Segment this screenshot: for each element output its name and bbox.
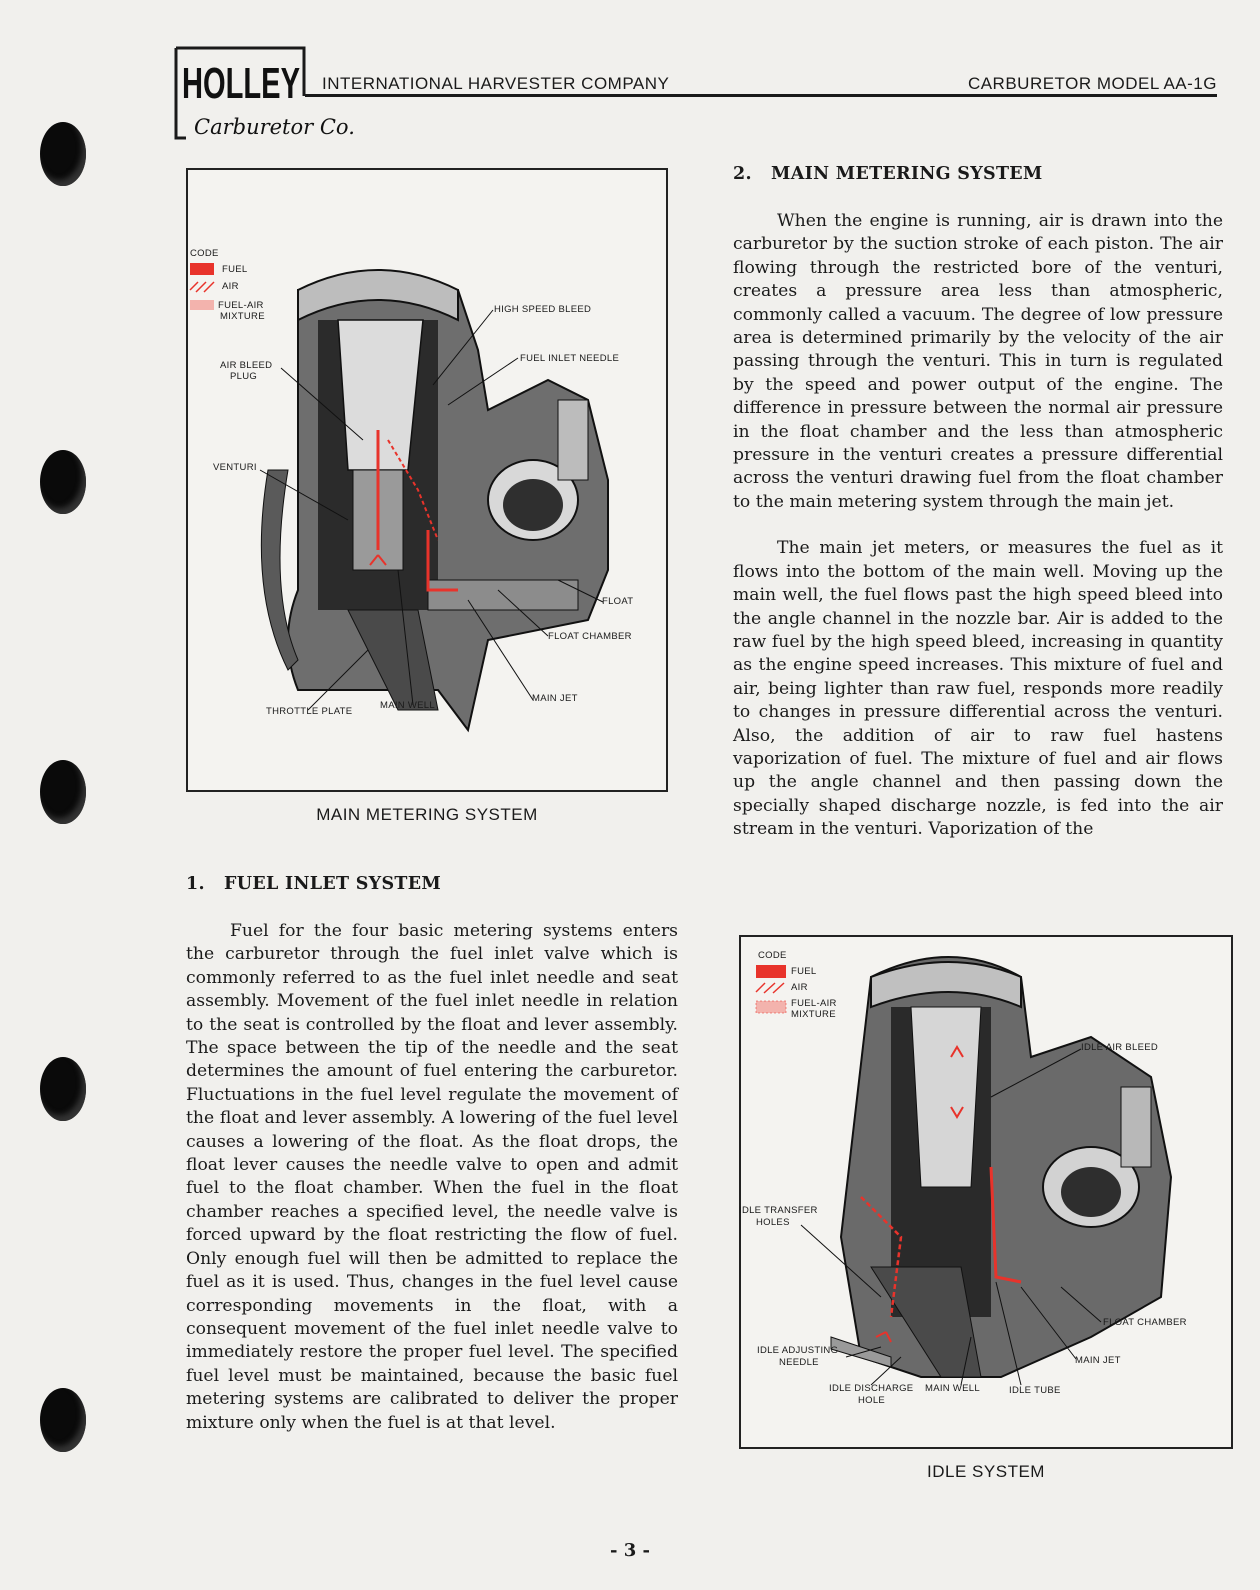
main-metering-figure bbox=[186, 168, 668, 792]
binder-hole-2 bbox=[40, 450, 86, 514]
label-high-speed-bleed: HIGH SPEED BLEED bbox=[494, 304, 592, 315]
label-idle-air-bleed: IDLE AIR BLEED bbox=[1081, 1042, 1159, 1053]
label-idle-discharge-hole-2: HOLE bbox=[858, 1395, 886, 1406]
legend2-fuel-label: FUEL bbox=[791, 966, 817, 977]
label-idle-adjusting-needle: IDLE ADJUSTING bbox=[757, 1345, 839, 1356]
section1-heading: 1. FUEL INLET SYSTEM bbox=[186, 874, 442, 894]
label-float-chamber: FLOAT CHAMBER bbox=[548, 631, 632, 642]
carburetor-model: CARBURETOR MODEL AA-1G bbox=[967, 74, 1217, 93]
figure1-caption: MAIN METERING SYSTEM bbox=[316, 805, 538, 824]
section2-paragraph-1: When the engine is running, air is drawn into the carburetor by the suction stroke of each piston. The air flowing through the restricted bore of the venturi, creates a pressure area less than atmospheric, commonly called a vacuum. The degree of low pressure area is determined primarily by the velocity of the air passing through the venturi. This in turn is regulated by the speed and power output of the engine. The difference in pressure between the normal air pressure in the float chamber and the less than atmospheric pressure in the venturi creates a pressure differential across the venturi drawing fuel from the float chamber to the main metering system through the main jet. bbox=[733, 211, 1223, 512]
legend-code-label: CODE bbox=[190, 248, 219, 259]
svg-text:Carburetor Co.: Carburetor Co. bbox=[194, 115, 355, 139]
label-idle-adjusting-needle-2: NEEDLE bbox=[779, 1357, 819, 1368]
label-fuel-inlet-needle: FUEL INLET NEEDLE bbox=[520, 353, 620, 364]
main-metering-illustration bbox=[188, 170, 666, 790]
section1-paragraph: Fuel for the four basic metering systems enters the carburetor through the fuel inlet valve which is commonly referred to as the fuel inlet needle and seat assembly. Movement of the fuel inlet needle in relation to the seat is controlled by the float and lever assembly. The space between the tip of the needle and the seat determines the amount of fuel entering the carburetor. Fluctuations in the fuel level regulate the movement of the float and lever assembly. A lowering of the fuel level causes a lowering of the float. As the float drops, the float lever causes the needle valve to open and admit fuel to the float chamber. When the fuel in the float chamber reaches a specified level, the needle valve is forced upward by the float restricting the flow of fuel. Only enough fuel will then be admitted to replace the fuel as it is used. Thus, changes in the fuel level cause corresponding movements in the float, with a consequent movement of the fuel inlet needle valve to immediately restore the proper fuel level. The specified fuel level must be maintained, because the basic fuel metering systems are calibrated to deliver the proper mixture only when the fuel is at that level. bbox=[186, 921, 678, 1433]
label-throttle-plate: THROTTLE PLATE bbox=[266, 706, 353, 717]
label-idle-tube: IDLE TUBE bbox=[1009, 1385, 1061, 1396]
figure2-caption: IDLE SYSTEM bbox=[927, 1462, 1045, 1481]
section1-body bbox=[186, 920, 678, 1435]
label-main-well: MAIN WELL bbox=[380, 700, 435, 711]
legend-fuel-swatch bbox=[190, 263, 214, 275]
binder-hole-1 bbox=[40, 122, 86, 186]
legend2-mixture-label: FUEL-AIR bbox=[791, 998, 837, 1009]
idle-system-figure bbox=[739, 935, 1233, 1449]
legend-mixture-label: FUEL-AIR bbox=[218, 300, 264, 311]
label-float: FLOAT bbox=[602, 596, 634, 607]
label-air-bleed: AIR BLEED bbox=[220, 360, 273, 371]
legend-fuel-label: FUEL bbox=[222, 264, 248, 275]
label-idle-transfer-holes-2: HOLES bbox=[756, 1217, 790, 1228]
header-rule bbox=[305, 94, 1217, 97]
label-main-jet: MAIN JET bbox=[1075, 1355, 1121, 1366]
legend-mixture-label-2: MIXTURE bbox=[220, 311, 265, 322]
label-float-chamber: FLOAT CHAMBER bbox=[1103, 1317, 1187, 1328]
binder-hole-5 bbox=[40, 1388, 86, 1452]
legend2-code-label: CODE bbox=[758, 950, 787, 961]
label-idle-transfer-holes: IDLE TRANSFER bbox=[739, 1205, 818, 1216]
section2-heading: 2. MAIN METERING SYSTEM bbox=[733, 164, 1043, 184]
label-air-bleed-plug: PLUG bbox=[230, 371, 258, 382]
page-number: - 3 - bbox=[610, 1540, 650, 1561]
legend2-air-label: AIR bbox=[791, 982, 808, 993]
svg-text:HOLLEY: HOLLEY bbox=[182, 59, 300, 108]
binder-hole-3 bbox=[40, 760, 86, 824]
label-venturi: VENTURI bbox=[213, 462, 257, 473]
label-main-well: MAIN WELL bbox=[925, 1383, 980, 1394]
company-name: INTERNATIONAL HARVESTER COMPANY bbox=[322, 74, 670, 93]
section2-paragraph-2: The main jet meters, or measures the fuel as it flows into the bottom of the main well. Moving up the main well, the fuel flows past the high speed bleed into the angle channel in the nozzle bar. Air is added to the raw fuel by the high speed bleed, increasing in quantity as the engine speed increases. This mixture of fuel and air, being lighter than raw fuel, responds more readily to changes in pressure differential across the venturi. Also, the addition of air to raw fuel hastens vaporization of fuel. The mixture of fuel and air flows up the angle channel and then passing down the specially shaped discharge nozzle, is fed into the air stream in the venturi. Vaporization of the bbox=[733, 538, 1223, 840]
binder-hole-4 bbox=[40, 1057, 86, 1121]
label-main-jet: MAIN JET bbox=[532, 693, 578, 704]
holley-logo bbox=[172, 42, 355, 142]
section2-body bbox=[733, 210, 1223, 842]
legend2-mixture-label-2: MIXTURE bbox=[791, 1009, 836, 1020]
legend-air-label: AIR bbox=[222, 281, 239, 292]
label-idle-discharge-hole: IDLE DISCHARGE bbox=[829, 1383, 914, 1394]
